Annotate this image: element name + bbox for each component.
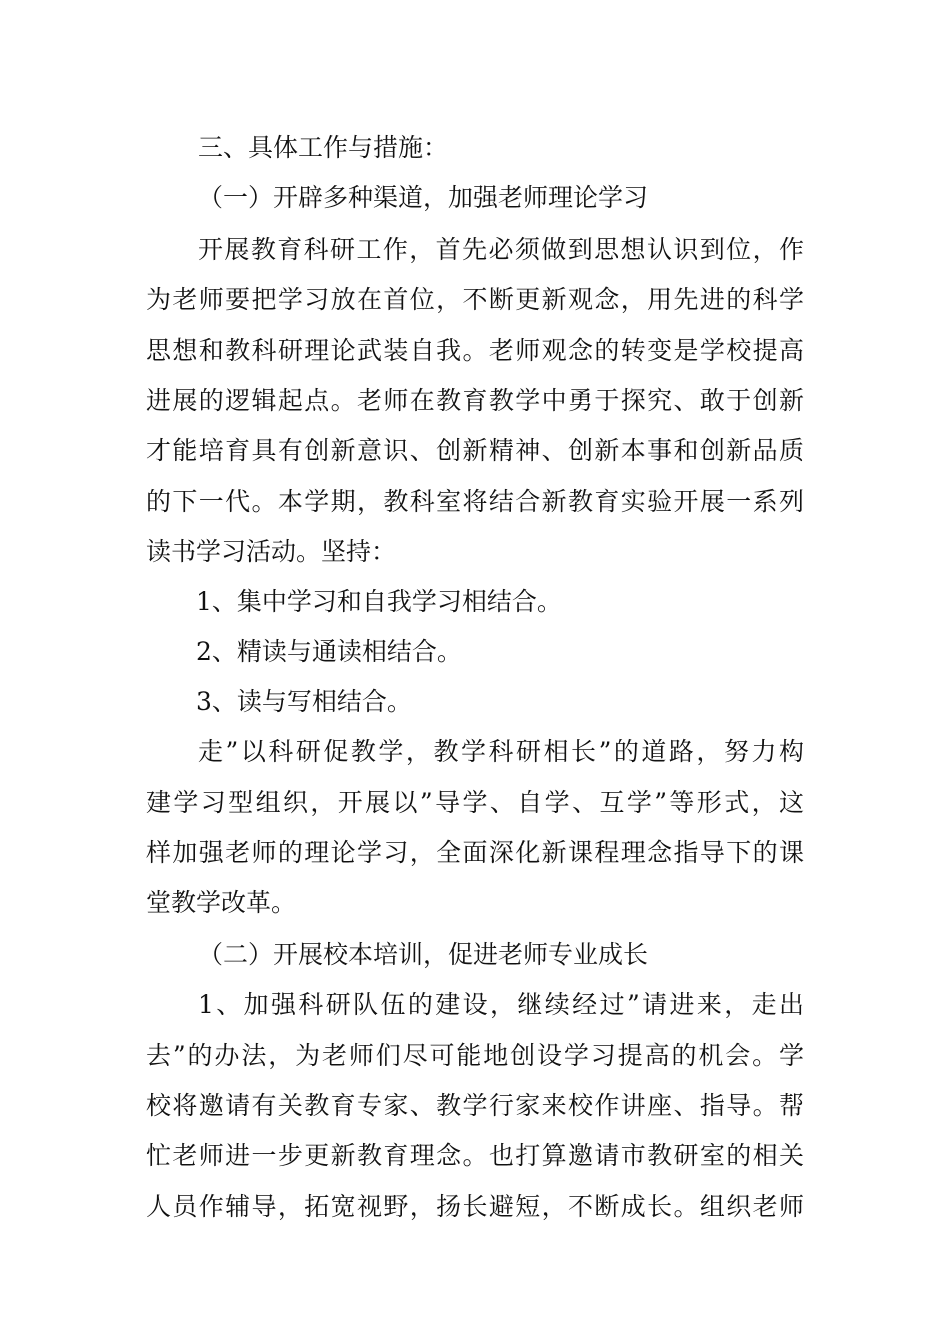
paragraph-line: 忙老师进一步更新教育理念。也打算邀请市教研室的相关	[146, 1141, 804, 1170]
subsection-heading: （二）开展校本培训，促进老师专业成长	[198, 940, 649, 969]
paragraph-line: 读书学习活动。坚持：	[146, 537, 397, 566]
paragraph-line: 为老师要把学习放在首位，不断更新观念，用先进的科学	[146, 285, 804, 314]
section-heading: 三、具体工作与措施：	[198, 133, 449, 162]
paragraph-line: 建学习型组织，开展以”导学、自学、互学”等形式，这	[146, 788, 804, 817]
paragraph-line: 思想和教科研理论武装自我。老师观念的转变是学校提高	[146, 336, 804, 365]
paragraph-line: 去”的办法，为老师们尽可能地创设学习提高的机会。学	[146, 1041, 804, 1070]
paragraph-line: 校将邀请有关教育专家、教学行家来校作讲座、指导。帮	[146, 1091, 804, 1120]
list-item: 2、精读与通读相结合。	[196, 637, 462, 666]
subsection-heading: （一）开辟多种渠道，加强老师理论学习	[198, 183, 649, 212]
paragraph-line: 才能培育具有创新意识、创新精神、创新本事和创新品质	[146, 436, 804, 465]
list-item: 1、集中学习和自我学习相结合。	[196, 587, 562, 616]
paragraph-line: 人员作辅导，拓宽视野，扬长避短，不断成长。组织老师	[146, 1192, 804, 1221]
list-item: 3、读与写相结合。	[196, 687, 412, 716]
paragraph-line: 进展的逻辑起点。老师在教育教学中勇于探究、敢于创新	[146, 386, 804, 415]
paragraph-line: 1、加强科研队伍的建设，继续经过”请进来，走出	[198, 990, 804, 1019]
paragraph-line: 走”以科研促教学，教学科研相长”的道路，努力构	[198, 737, 804, 766]
paragraph-line: 的下一代。本学期，教科室将结合新教育实验开展一系列	[146, 487, 804, 516]
paragraph-line: 样加强老师的理论学习，全面深化新课程理念指导下的课	[146, 838, 804, 867]
paragraph-line: 堂教学改革。	[146, 888, 297, 917]
paragraph-line: 开展教育科研工作，首先必须做到思想认识到位，作	[198, 235, 804, 264]
